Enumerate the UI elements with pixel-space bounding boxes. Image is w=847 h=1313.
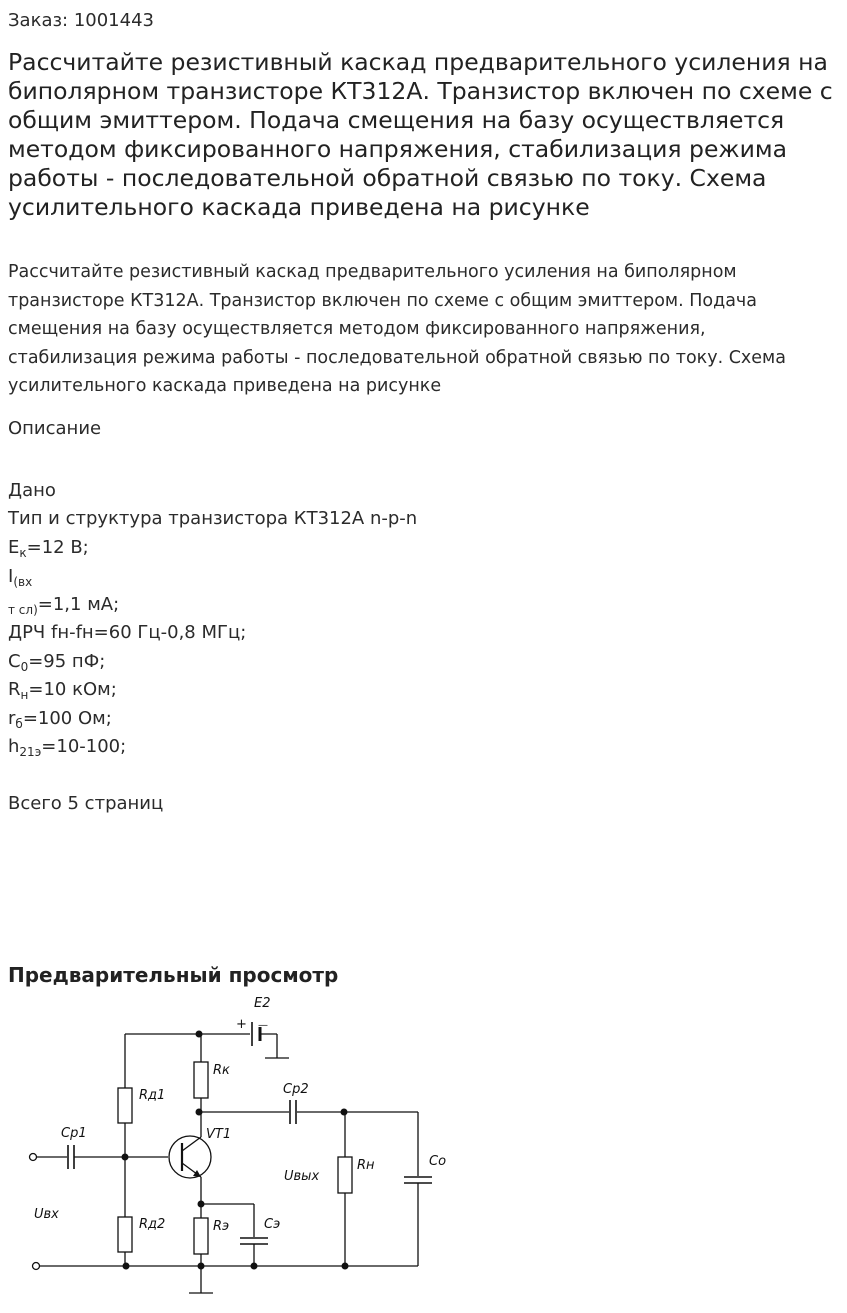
label-rn: Rн <box>357 1158 375 1173</box>
junction-dot-collector <box>196 1109 203 1116</box>
given-c0: $C_0=95$ пФ; <box>8 651 106 674</box>
junction-dot-emitter <box>198 1201 205 1208</box>
description-label: Описание <box>8 418 102 439</box>
input-terminal-bottom <box>33 1263 40 1270</box>
page-title: Рассчитайте резистивный каскад предварительного усиления на биполярном транзисторе КТ312А. Транзистор включен по схеме с общим эмиттером. Подача смещения на базу осуществляется методом фиксированного напряжения, стабилизация режима работы - последовательной обратной связью по току. Схема усилительного каскада приведена на рисунке <box>8 48 833 221</box>
junction-dot-bottom-left <box>123 1263 130 1270</box>
label-ce: Сэ <box>264 1217 281 1232</box>
junction-dot-bottom-emitter <box>198 1263 205 1270</box>
given-rn: $R_н=10$ кОм; <box>8 679 117 702</box>
task-description: Рассчитайте резистивный каскад предварительного усиления на биполярном транзисторе КТ312А. Транзистор включен по схеме с общим эмиттером. Подача смещения на базу осуществляется методом фиксированного напряжения, стабилизация режима работы - последовательной обратной связью по току. Схема усилительного каскада приведена на рисунке <box>8 262 786 397</box>
order-number: Заказ: 1001443 <box>8 10 154 31</box>
given-frequency-range: ДРЧ fн-fн=60 Гц-0,8 МГц; <box>8 622 247 643</box>
pages-total: Всего 5 страниц <box>8 793 164 814</box>
junction-dot-bottom-ce <box>251 1263 258 1270</box>
label-plus: + <box>236 1017 247 1032</box>
transistor-vt1-body <box>169 1136 211 1178</box>
given-iin-line2: $_{т сл)}$=1,1 мА; <box>8 594 120 617</box>
resistor-rd1 <box>118 1088 132 1123</box>
label-rd1: Rд1 <box>139 1088 166 1103</box>
junction-dot-output <box>341 1109 348 1116</box>
resistor-rn <box>338 1157 352 1193</box>
label-rk: Rк <box>213 1063 230 1078</box>
resistor-re <box>194 1218 208 1254</box>
junction-dot-base <box>122 1154 129 1161</box>
given-h21: $h_{21э}=10-100$; <box>8 736 127 759</box>
input-terminal-top <box>30 1154 37 1161</box>
label-cp2: Ср2 <box>283 1082 309 1097</box>
resistor-rk <box>194 1062 208 1098</box>
label-e2: E2 <box>254 996 271 1011</box>
given-iin-line1: $I_{(вх}$ <box>8 566 33 589</box>
preview-heading: Предварительный просмотр <box>8 963 339 987</box>
given-heading: Дано <box>8 480 56 501</box>
label-uin: Uвх <box>34 1207 59 1222</box>
label-re: Rэ <box>213 1219 230 1234</box>
resistor-rd2 <box>118 1217 132 1252</box>
label-rd2: Rд2 <box>139 1217 166 1232</box>
label-cp1: Ср1 <box>61 1126 87 1141</box>
junction-dot-bottom-rn <box>342 1263 349 1270</box>
junction-dot-top <box>196 1031 203 1038</box>
given-transistor-type: Тип и структура транзистора КТ312А n-p-n <box>8 508 418 529</box>
transistor-emitter-arrow <box>193 1170 201 1177</box>
given-rb: $r_б=100$ Ом; <box>8 708 112 731</box>
amplifier-circuit-schematic <box>20 990 460 1300</box>
label-vt1: VT1 <box>206 1127 232 1142</box>
label-minus: — <box>258 1020 268 1031</box>
label-uout: Uвых <box>284 1169 320 1184</box>
given-ek: $E_к=12$ В; <box>8 537 89 560</box>
transistor-collector-lead <box>182 1137 201 1151</box>
label-co: Со <box>429 1154 447 1169</box>
